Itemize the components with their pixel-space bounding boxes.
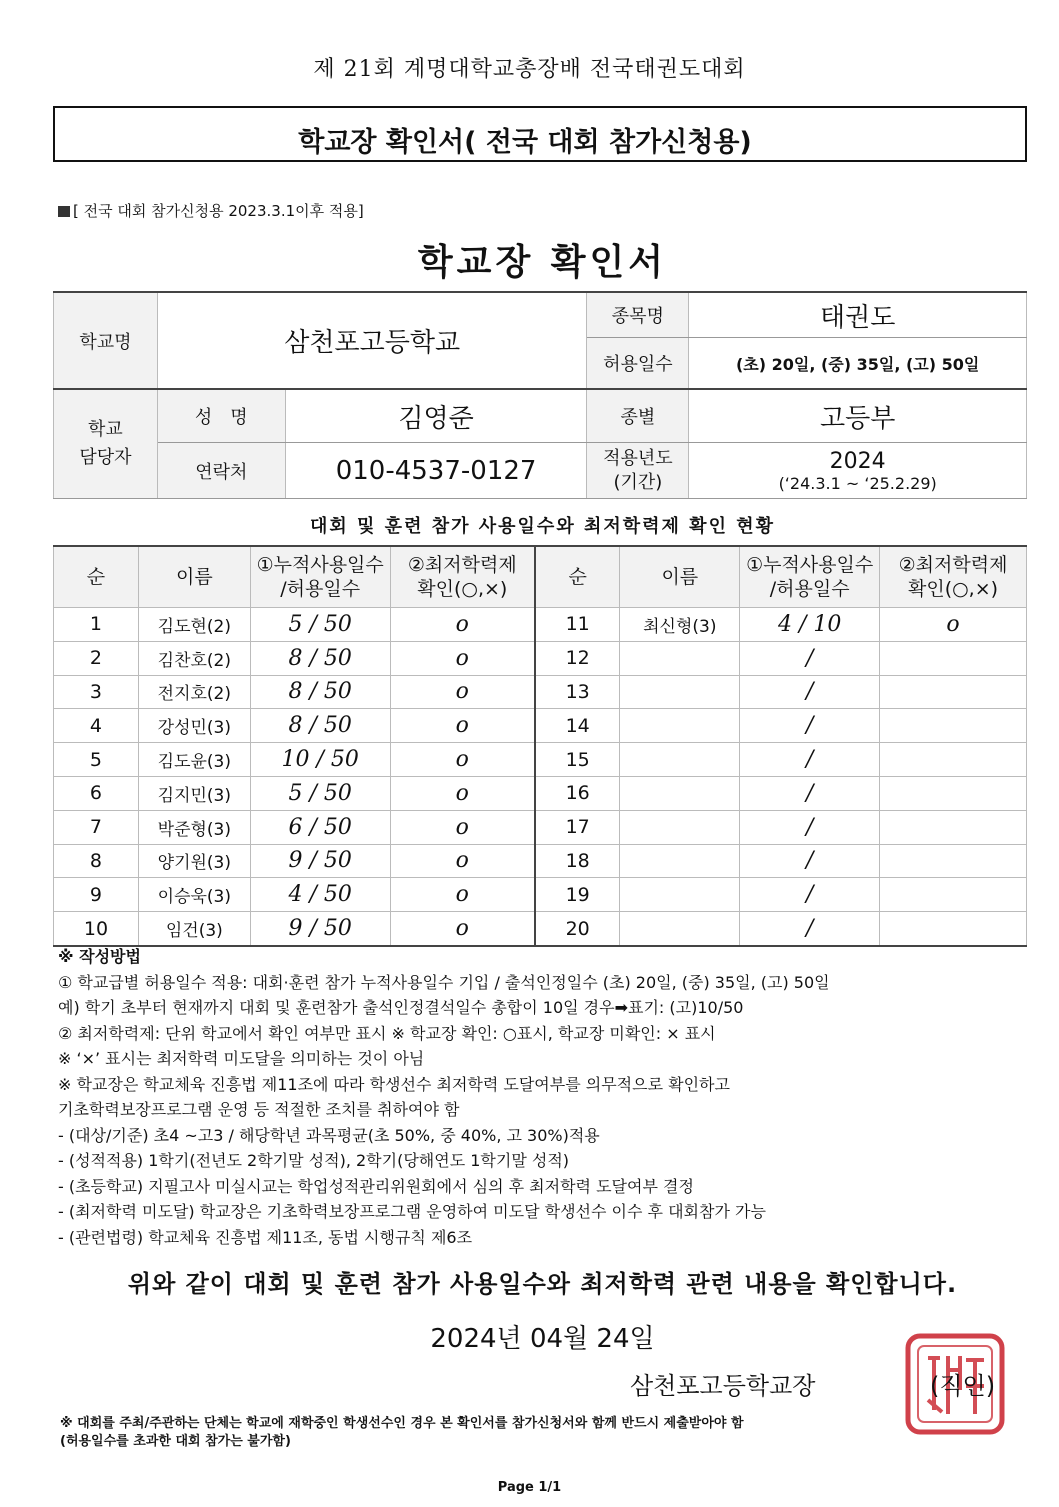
row-check <box>880 912 1027 946</box>
row-no: 14 <box>535 709 620 743</box>
row-no: 6 <box>54 776 139 810</box>
school-label: 학교명 <box>54 292 158 389</box>
school-info-table <box>53 291 1027 499</box>
table-row <box>54 608 1027 642</box>
year-label: 적용년도 (기간) <box>587 443 689 499</box>
row-no: 18 <box>535 844 620 878</box>
row-days: / <box>740 810 880 844</box>
row-days: 8 / 50 <box>250 675 390 709</box>
table-row <box>54 743 1027 777</box>
row-check <box>880 709 1027 743</box>
row-days: 5 / 50 <box>250 776 390 810</box>
row-check: o <box>390 709 535 743</box>
row-name: 김도현(2) <box>138 608 250 642</box>
table-row <box>54 912 1027 946</box>
table-row <box>54 675 1027 709</box>
row-name <box>620 641 740 675</box>
row-days: / <box>740 776 880 810</box>
row-name: 김찬호(2) <box>138 641 250 675</box>
guide-line: 기초학력보장프로그램 운영 등 적절한 조치를 취하여야 함 <box>58 1100 460 1119</box>
writing-guide <box>58 944 1038 1250</box>
row-check <box>880 844 1027 878</box>
status-table <box>53 545 1027 947</box>
competition-title: 제 21회 계명대학교총장배 전국태권도대회 <box>313 57 746 82</box>
name-label: 성 명 <box>157 389 285 443</box>
row-check: o <box>390 743 535 777</box>
row-days: 9 / 50 <box>250 912 390 946</box>
row-days: 4 / 10 <box>740 608 880 642</box>
row-check <box>880 641 1027 675</box>
row-name <box>620 878 740 912</box>
school-value: 삼천포고등학교 <box>157 292 587 389</box>
row-check <box>880 878 1027 912</box>
row-name: 전지호(2) <box>138 675 250 709</box>
table-row <box>54 844 1027 878</box>
year-cell <box>689 443 1027 499</box>
guide-line: - (대상/기준) 초4 ~고3 / 해당학년 과목평균(초 50%, 중 40%, 고 30%)적용 <box>58 1125 600 1145</box>
col-no-header: 순 <box>535 546 620 608</box>
row-days: 4 / 50 <box>250 878 390 912</box>
row-check: o <box>390 641 535 675</box>
row-name <box>620 844 740 878</box>
row-check <box>880 810 1027 844</box>
guide-line: - (최저학력 미도달) 학교장은 기초학력보장프로그램 운영하여 미도달 학생선수 이수 후 대회참가 가능 <box>58 1202 766 1221</box>
row-no: 12 <box>535 641 620 675</box>
row-check: o <box>390 844 535 878</box>
col-name-header: 이름 <box>620 546 740 608</box>
table-row <box>54 810 1027 844</box>
col-check-header: ②최저학력제 확인(○,×) <box>390 546 535 608</box>
table-row <box>54 641 1027 675</box>
row-check <box>880 675 1027 709</box>
row-days: / <box>740 912 880 946</box>
row-days: 6 / 50 <box>250 810 390 844</box>
row-name: 이승욱(3) <box>138 878 250 912</box>
banner-box <box>53 106 1027 162</box>
row-no: 7 <box>54 810 139 844</box>
row-days: / <box>740 878 880 912</box>
col-name-header: 이름 <box>138 546 250 608</box>
row-name: 김도윤(3) <box>138 743 250 777</box>
col-days-header: ①누적사용일수 /허용일수 <box>740 546 880 608</box>
allowed-days-value: (초) 20일, (중) 35일, (고) 50일 <box>689 338 1027 390</box>
row-days: / <box>740 743 880 777</box>
row-days: / <box>740 844 880 878</box>
guide-line: - (관련법령) 학교체육 진흥법 제11조, 동법 시행규칙 제6조 <box>58 1227 473 1247</box>
row-days: 5 / 50 <box>250 608 390 642</box>
status-heading: 대회 및 훈련 참가 사용일수와 최저학력제 확인 현황 <box>309 516 775 537</box>
row-name <box>620 912 740 946</box>
name-value: 김영준 <box>285 389 587 443</box>
row-no: 9 <box>54 878 139 912</box>
phone-value: 010-4537-0127 <box>285 443 587 499</box>
apply-note <box>58 200 364 221</box>
col-no-header: 순 <box>54 546 139 608</box>
row-no: 11 <box>535 608 620 642</box>
row-check: o <box>390 608 535 642</box>
row-no: 17 <box>535 810 620 844</box>
row-check: o <box>390 675 535 709</box>
row-days: 8 / 50 <box>250 709 390 743</box>
row-check <box>880 743 1027 777</box>
row-name <box>620 810 740 844</box>
guide-line: ※ ‘×’ 표시는 최저학력 미도달을 의미하는 것이 아님 <box>58 1049 425 1068</box>
col-check-header: ②최저학력제 확인(○,×) <box>880 546 1027 608</box>
event-label: 종목명 <box>587 292 689 338</box>
row-days: / <box>740 675 880 709</box>
footer-note <box>60 1415 744 1451</box>
contact-person-label: 학교 담당자 <box>54 389 158 499</box>
row-no: 16 <box>535 776 620 810</box>
row-name <box>620 776 740 810</box>
square-bullet-icon <box>58 206 70 217</box>
year-value: 2024 <box>829 448 886 474</box>
guide-line: ② 최저학력제: 단위 학교에서 확인 여부만 표시 ※ 학교장 확인: ○표시, 학교장 미확인: × 표시 <box>58 1023 716 1043</box>
issue-date: 2024년 04월 24일 <box>430 1324 655 1354</box>
row-no: 10 <box>54 912 139 946</box>
row-no: 4 <box>54 709 139 743</box>
row-name: 강성민(3) <box>138 709 250 743</box>
row-no: 5 <box>54 743 139 777</box>
row-no: 15 <box>535 743 620 777</box>
row-no: 1 <box>54 608 139 642</box>
division-value: 고등부 <box>689 389 1027 443</box>
row-days: / <box>740 709 880 743</box>
guide-line: 예) 학기 초부터 현재까지 대회 및 훈련참가 출석인정결석일수 총합이 10일 경우➡표기: (고)10/50 <box>58 998 744 1017</box>
row-no: 20 <box>535 912 620 946</box>
row-days: / <box>740 641 880 675</box>
row-check: o <box>390 878 535 912</box>
row-name: 양기원(3) <box>138 844 250 878</box>
row-check <box>880 776 1027 810</box>
division-label: 종별 <box>587 389 689 443</box>
row-no: 2 <box>54 641 139 675</box>
apply-note-text: [ 전국 대회 참가신청용 2023.3.1이후 적용] <box>73 202 364 220</box>
row-name: 최신형(3) <box>620 608 740 642</box>
phone-label: 연락처 <box>157 443 285 499</box>
row-days: 10 / 50 <box>250 743 390 777</box>
row-name <box>620 709 740 743</box>
row-no: 8 <box>54 844 139 878</box>
principal-signature: 삼천포고등학교장 <box>630 1372 816 1400</box>
row-name <box>620 675 740 709</box>
event-value: 태권도 <box>689 292 1027 338</box>
row-check: o <box>390 912 535 946</box>
row-name: 김지민(3) <box>138 776 250 810</box>
row-days: 8 / 50 <box>250 641 390 675</box>
row-name: 박준형(3) <box>138 810 250 844</box>
seal-label: (직인) <box>930 1372 996 1400</box>
guide-heading: ※ 작성방법 <box>58 947 141 966</box>
guide-line: - (초등학교) 지필고사 미실시교는 학업성적관리위원회에서 심의 후 최저학력 도달여부 결정 <box>58 1176 694 1196</box>
table-row <box>54 709 1027 743</box>
row-no: 13 <box>535 675 620 709</box>
confirmation-text: 위와 같이 대회 및 훈련 참가 사용일수와 최저학력 관련 내용을 확인합니다. <box>127 1270 958 1298</box>
row-days: 9 / 50 <box>250 844 390 878</box>
period-value: (‘24.3.1 ~ ‘25.2.29) <box>778 473 937 493</box>
page-number: Page 1/1 <box>497 1480 562 1495</box>
row-check: o <box>390 776 535 810</box>
allowed-days-label: 허용일수 <box>587 338 689 390</box>
row-name: 임건(3) <box>138 912 250 946</box>
col-days-header: ①누적사용일수 /허용일수 <box>250 546 390 608</box>
footer-note-line: (허용일수를 초과한 대회 참가는 불가함) <box>60 1434 291 1449</box>
row-check: o <box>880 608 1027 642</box>
guide-line: ① 학교급별 허용일수 적용: 대회·훈련 참가 누적사용일수 기입 / 출석인정일수 (초) 20일, (중) 35일, (고) 50일 <box>58 972 830 992</box>
row-check: o <box>390 810 535 844</box>
banner-title: 학교장 확인서( 전국 대회 참가신청용) <box>298 127 752 158</box>
row-no: 3 <box>54 675 139 709</box>
guide-line: - (성적적용) 1학기(전년도 2학기말 성적), 2학기(당해연도 1학기말 성적) <box>58 1151 570 1170</box>
row-no: 19 <box>535 878 620 912</box>
guide-line: ※ 학교장은 학교체육 진흥법 제11조에 따라 학생선수 최저학력 도달여부를 의무적으로 확인하고 <box>58 1074 730 1094</box>
document-title: 학교장 확인서 <box>417 242 668 283</box>
footer-note-line: ※ 대회를 주최/주관하는 단체는 학교에 재학중인 학생선수인 경우 본 확인서를 참가신청서와 함께 반드시 제출받아야 함 <box>60 1416 744 1431</box>
table-row <box>54 878 1027 912</box>
table-row <box>54 776 1027 810</box>
row-name <box>620 743 740 777</box>
